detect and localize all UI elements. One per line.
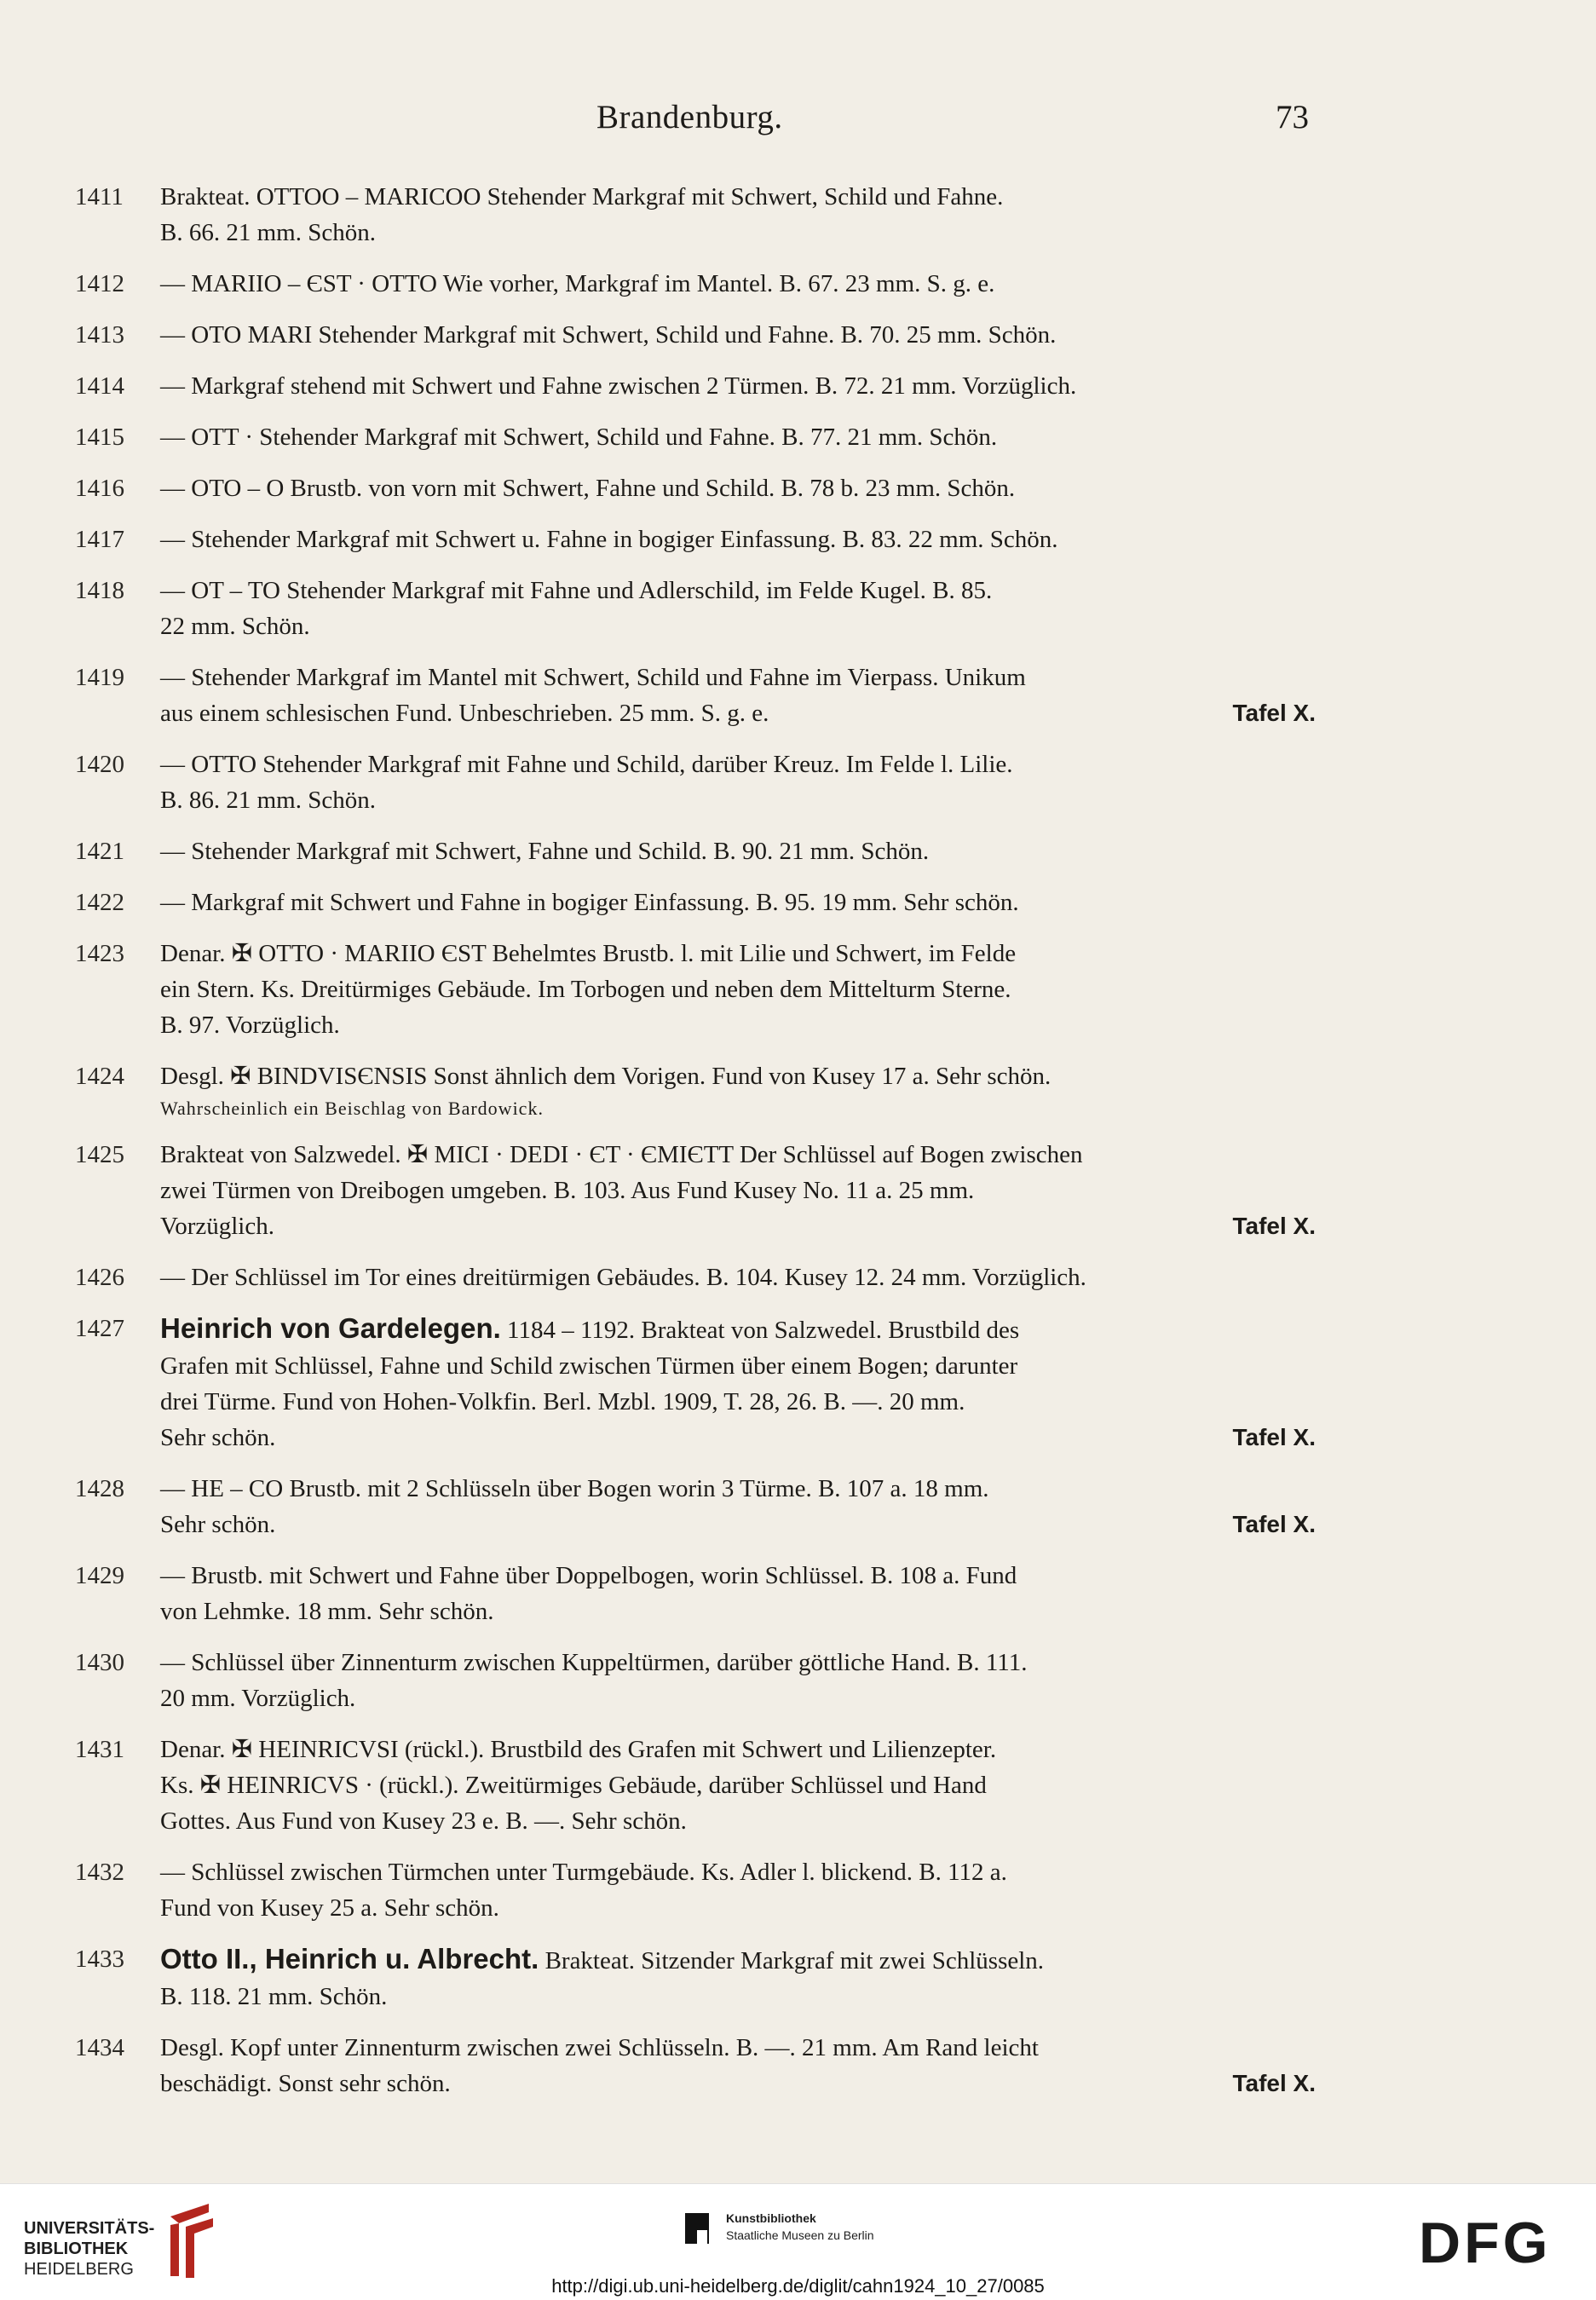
entry-line — [160, 1732, 1316, 1767]
entry-text: Vorzüglich. — [160, 1213, 274, 1240]
catalog-entry — [0, 833, 1596, 869]
catalog-entry — [0, 522, 1596, 557]
uni-name-line-3: HEIDELBERG — [24, 2260, 134, 2279]
entry-text: — Schlüssel über Zinnenturm zwischen Kuppeltürmen, darüber göttliche Hand. B. 111. — [160, 1649, 1028, 1676]
catalog-entry — [0, 1732, 1596, 1839]
entry-text: drei Türme. Fund von Hohen-Volkfin. Berl. Mzbl. 1909, T. 28, 26. B. —. 20 mm. — [160, 1388, 965, 1415]
entry-number: 1432 — [75, 1859, 124, 1886]
entry-text: — Der Schlüssel im Tor eines dreitürmigen Gebäudes. B. 104. Kusey 12. 24 mm. Vorzüglich. — [160, 1264, 1086, 1291]
entry-description — [160, 2030, 1316, 2101]
entry-number: 1429 — [75, 1562, 124, 1589]
entry-line — [160, 1594, 1316, 1629]
catalog-entry — [0, 660, 1596, 731]
running-title: Brandenburg. — [596, 99, 783, 135]
entry-text: B. 86. 21 mm. Schön. — [160, 787, 376, 814]
entry-number: 1412 — [75, 270, 124, 297]
catalog-entry — [0, 1137, 1596, 1244]
entry-text: Sehr schön. — [160, 1511, 276, 1538]
entry-number: 1423 — [75, 940, 124, 967]
entry-line — [160, 1890, 1316, 1926]
entry-line — [160, 2030, 1316, 2066]
entry-text: beschädigt. Sonst sehr schön. — [160, 2070, 451, 2097]
entry-line — [160, 522, 1316, 557]
entry-number: 1416 — [75, 475, 124, 502]
entry-text: B. 66. 21 mm. Schön. — [160, 219, 376, 246]
entry-line — [160, 782, 1316, 818]
catalog-entry — [0, 470, 1596, 506]
entry-line — [160, 1007, 1316, 1043]
entry-text: — Markgraf mit Schwert und Fahne in bogiger Einfassung. B. 95. 19 mm. Sehr schön. — [160, 889, 1019, 916]
entry-text: — OTT · Stehender Markgraf mit Schwert, Schild und Fahne. B. 77. 21 mm. Schön. — [160, 424, 998, 451]
uni-name-line-1: UNIVERSITÄTS- — [24, 2219, 155, 2238]
tafel-reference: Tafel X. — [1232, 1511, 1316, 1537]
entry-line — [160, 1208, 1316, 1244]
entry-description — [160, 317, 1316, 353]
entry-line — [160, 1311, 1316, 1348]
entry-text: zwei Türmen von Dreibogen umgeben. B. 103. Aus Fund Kusey No. 11 a. 25 mm. — [160, 1177, 975, 1204]
catalog-entry — [0, 746, 1596, 818]
entry-text: 20 mm. Vorzüglich. — [160, 1685, 356, 1712]
entry-text: — Schlüssel zwischen Türmchen unter Turmgebäude. Ks. Adler l. blickend. B. 112 a. — [160, 1859, 1007, 1886]
uni-heidelberg-logo-icon — [162, 2199, 222, 2285]
entry-number: 1421 — [75, 838, 124, 865]
entry-line — [160, 660, 1316, 695]
entry-line — [160, 1137, 1316, 1173]
entry-description — [160, 1471, 1316, 1542]
entry-line — [160, 2066, 1316, 2101]
entry-description — [160, 419, 1316, 455]
entry-number: 1418 — [75, 577, 124, 604]
entry-text: Fund von Kusey 25 a. Sehr schön. — [160, 1894, 499, 1922]
entry-text: Brakteat. OTTOO – MARICOO Stehender Markgraf mit Schwert, Schild und Fahne. — [160, 183, 1004, 210]
entry-number: 1427 — [75, 1315, 124, 1342]
entry-line — [160, 419, 1316, 455]
entry-line — [160, 1507, 1316, 1542]
entry-text: von Lehmke. 18 mm. Sehr schön. — [160, 1598, 494, 1625]
entry-line — [160, 215, 1316, 251]
entry-number: 1419 — [75, 664, 124, 691]
entry-line — [160, 1767, 1316, 1803]
entry-description — [160, 1941, 1316, 2015]
entry-description — [160, 266, 1316, 302]
entry-text: ein Stern. Ks. Dreitürmiges Gebäude. Im Torbogen und neben dem Mittelturm Sterne. — [160, 976, 1011, 1003]
entry-text: aus einem schlesischen Fund. Unbeschrieben. 25 mm. S. g. e. — [160, 700, 769, 727]
tafel-reference: Tafel X. — [1232, 700, 1316, 726]
entry-text: — Stehender Markgraf mit Schwert, Fahne und Schild. B. 90. 21 mm. Schön. — [160, 838, 930, 865]
entry-text: — Brustb. mit Schwert und Fahne über Doppelbogen, worin Schlüssel. B. 108 a. Fund — [160, 1562, 1017, 1589]
entry-description — [160, 746, 1316, 818]
entry-description — [160, 936, 1316, 1043]
entry-note: Wahrscheinlich ein Beischlag von Bardowick. — [160, 1098, 544, 1119]
kb-subtitle: Staatliche Museen zu Berlin — [726, 2228, 874, 2242]
entry-number: 1431 — [75, 1736, 124, 1763]
catalog-entry — [0, 1471, 1596, 1542]
entry-text: — Markgraf stehend mit Schwert und Fahne zwischen 2 Türmen. B. 72. 21 mm. Vorzüglich. — [160, 372, 1077, 400]
entry-line — [160, 317, 1316, 353]
catalog-entry — [0, 1854, 1596, 1926]
entry-line — [160, 368, 1316, 404]
entry-text: — OTTO Stehender Markgraf mit Fahne und Schild, darüber Kreuz. Im Felde l. Lilie. — [160, 751, 1013, 778]
entry-line — [160, 936, 1316, 971]
kunstbibliothek-logo-icon — [682, 2210, 716, 2261]
catalog-entry — [0, 179, 1596, 251]
catalog-entry — [0, 573, 1596, 644]
entry-number: 1425 — [75, 1141, 124, 1168]
catalog-entry — [0, 1058, 1596, 1121]
permalink-url[interactable]: http://digi.ub.uni-heidelberg.de/diglit/cahn1924_10_27/0085 — [551, 2275, 1045, 2297]
tafel-reference: Tafel X. — [1232, 1424, 1316, 1450]
entry-number: 1433 — [75, 1945, 124, 1973]
entry-line — [160, 1680, 1316, 1716]
entry-description — [160, 1260, 1316, 1295]
catalog-entry — [0, 885, 1596, 920]
entry-number: 1422 — [75, 889, 124, 916]
entry-description — [160, 833, 1316, 869]
entry-number: 1428 — [75, 1475, 124, 1502]
entry-description — [160, 368, 1316, 404]
ruler-heading: Heinrich von Gardelegen. — [160, 1312, 501, 1344]
catalog-entry — [0, 936, 1596, 1043]
entry-text: Brakteat von Salzwedel. ✠ MICI · DEDI · ЄT · ЄMIЄTT Der Schlüssel auf Bogen zwischen — [160, 1141, 1083, 1168]
catalog-entry — [0, 266, 1596, 302]
entry-number: 1424 — [75, 1063, 124, 1090]
catalog-entry — [0, 1645, 1596, 1716]
entry-text: — HE – CO Brustb. mit 2 Schlüsseln über Bogen worin 3 Türme. B. 107 a. 18 mm. — [160, 1475, 989, 1502]
page-header — [0, 98, 1596, 149]
kb-name: Kunstbibliothek — [726, 2211, 816, 2225]
entry-text: Denar. ✠ OTTO · MARIIO ЄST Behelmtes Brustb. l. mit Lilie und Schwert, im Felde — [160, 940, 1017, 967]
entry-line — [160, 1471, 1316, 1507]
page-number: 73 — [1276, 99, 1309, 135]
entry-text: — OT – TO Stehender Markgraf mit Fahne und Adlerschild, im Felde Kugel. B. 85. — [160, 577, 993, 604]
entry-line — [160, 1420, 1316, 1456]
entry-description — [160, 885, 1316, 920]
entry-number: 1414 — [75, 372, 124, 400]
entry-line — [160, 608, 1316, 644]
entry-number: 1430 — [75, 1649, 124, 1676]
entry-text: 22 mm. Schön. — [160, 613, 310, 640]
footer-bar — [0, 2183, 1596, 2300]
catalog-entry — [0, 368, 1596, 404]
catalog-entries — [0, 179, 1596, 2117]
entry-number: 1426 — [75, 1264, 124, 1291]
entry-description — [160, 522, 1316, 557]
catalog-entry — [0, 2030, 1596, 2101]
entry-text: — OTO MARI Stehender Markgraf mit Schwert, Schild und Fahne. B. 70. 25 mm. Schön. — [160, 321, 1057, 349]
entry-text: Grafen mit Schlüssel, Fahne und Schild zwischen Türmen über einem Bogen; darunter — [160, 1352, 1018, 1380]
entry-number: 1417 — [75, 526, 124, 553]
entry-line — [160, 695, 1316, 731]
entry-text: Desgl. Kopf unter Zinnenturm zwischen zwei Schlüsseln. B. —. 21 mm. Am Rand leicht — [160, 2034, 1039, 2061]
entry-description — [160, 470, 1316, 506]
entry-line — [160, 746, 1316, 782]
kunstbibliothek-text — [726, 2210, 874, 2244]
entry-text: Gottes. Aus Fund von Kusey 23 e. B. —. Sehr schön. — [160, 1807, 687, 1835]
entry-line — [160, 1558, 1316, 1594]
entry-number: 1411 — [75, 183, 124, 210]
uni-library-name — [24, 2218, 154, 2280]
entry-number: 1413 — [75, 321, 124, 349]
tafel-reference: Tafel X. — [1232, 2070, 1316, 2096]
catalog-entry — [0, 1558, 1596, 1629]
catalog-entry — [0, 419, 1596, 455]
catalog-entry — [0, 1941, 1596, 2015]
entry-line — [160, 1645, 1316, 1680]
entry-text: B. 118. 21 mm. Schön. — [160, 1983, 388, 2010]
entry-line — [160, 1260, 1316, 1295]
entry-line — [160, 885, 1316, 920]
entry-description — [160, 1058, 1316, 1121]
entry-description — [160, 573, 1316, 644]
tafel-reference: Tafel X. — [1232, 1213, 1316, 1239]
entry-description — [160, 1311, 1316, 1456]
entry-line — [160, 1384, 1316, 1420]
entry-description — [160, 660, 1316, 731]
entry-line — [160, 833, 1316, 869]
entry-description — [160, 1645, 1316, 1716]
entry-line — [160, 1979, 1316, 2015]
entry-line — [160, 573, 1316, 608]
entry-text: — Stehender Markgraf mit Schwert u. Fahne in bogiger Einfassung. B. 83. 22 mm. Schön. — [160, 526, 1058, 553]
entry-line — [160, 1058, 1316, 1094]
entry-text: — OTO – O Brustb. von vorn mit Schwert, Fahne und Schild. B. 78 b. 23 mm. Schön. — [160, 475, 1016, 502]
entry-text: Sehr schön. — [160, 1424, 276, 1451]
entry-text: Denar. ✠ HEINRICVSI (rückl.). Brustbild des Grafen mit Schwert und Lilienzepter. — [160, 1736, 997, 1763]
ruler-heading: Otto II., Heinrich u. Albrecht. — [160, 1943, 539, 1974]
entry-text: — Stehender Markgraf im Mantel mit Schwert, Schild und Fahne im Vierpass. Unikum — [160, 664, 1026, 691]
entry-description — [160, 1732, 1316, 1839]
entry-line — [160, 266, 1316, 302]
catalog-entry — [0, 1311, 1596, 1456]
entry-number: 1420 — [75, 751, 124, 778]
catalog-entry — [0, 1260, 1596, 1295]
entry-line — [160, 470, 1316, 506]
entry-text: Brakteat. Sitzender Markgraf mit zwei Schlüsseln. — [544, 1947, 1045, 1974]
entry-text: Ks. ✠ HEINRICVS · (rückl.). Zweitürmiges Gebäude, darüber Schlüssel und Hand — [160, 1772, 987, 1799]
entry-line — [160, 1854, 1316, 1890]
entry-line — [160, 1173, 1316, 1208]
entry-text: Desgl. ✠ BINDVISЄNSIS Sonst ähnlich dem Vorigen. Fund von Kusey 17 a. Sehr schön. — [160, 1063, 1052, 1090]
entry-number: 1434 — [75, 2034, 124, 2061]
entry-line — [160, 1941, 1316, 1979]
uni-name-line-2: BIBLIOTHEK — [24, 2239, 129, 2258]
entry-line — [160, 1803, 1316, 1839]
entry-description — [160, 1854, 1316, 1926]
entry-line — [160, 971, 1316, 1007]
catalog-entry — [0, 317, 1596, 353]
entry-line — [160, 179, 1316, 215]
entry-text: B. 97. Vorzüglich. — [160, 1012, 340, 1039]
entry-text: — MARIIO – ЄST · OTTO Wie vorher, Markgraf im Mantel. B. 67. 23 mm. S. g. e. — [160, 270, 995, 297]
entry-number: 1415 — [75, 424, 124, 451]
entry-text: 1184 – 1192. Brakteat von Salzwedel. Brustbild des — [507, 1317, 1020, 1344]
entry-description — [160, 1137, 1316, 1244]
dfg-logo: DFG — [1419, 2211, 1552, 2275]
entry-description — [160, 179, 1316, 251]
entry-description — [160, 1558, 1316, 1629]
entry-line — [160, 1348, 1316, 1384]
